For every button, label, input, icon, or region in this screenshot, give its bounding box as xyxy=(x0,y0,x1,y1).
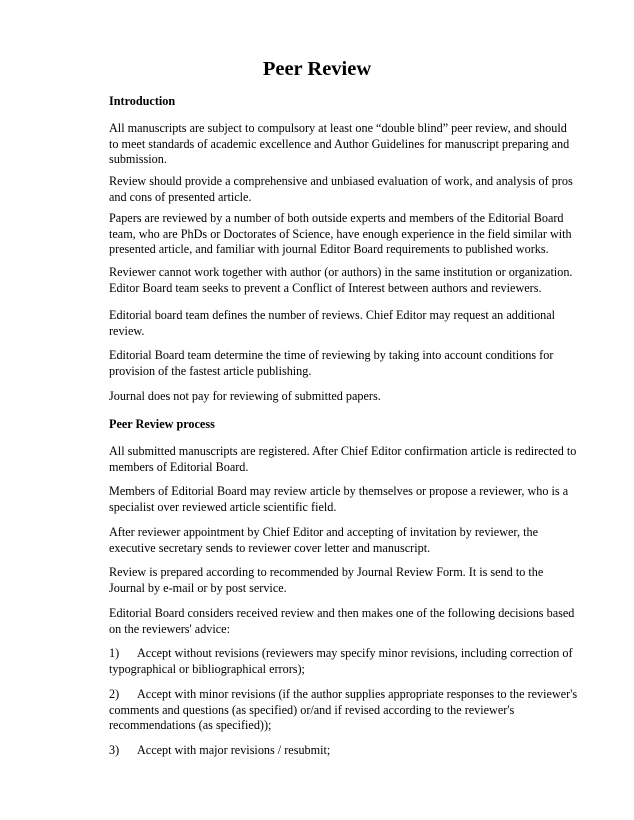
decision-number: 3) xyxy=(109,743,120,757)
decision-number: 2) xyxy=(109,687,120,701)
decision-text: Accept with minor revisions (if the author supplies appropriate responses to the reviewer's comments and questions (as specified) or/and if revised according to the reviewer's recommendations (as specified)); xyxy=(109,687,578,732)
decision-text: Accept with major revisions / resubmit; xyxy=(137,743,331,757)
paragraph: All submitted manuscripts are registered. After Chief Editor confirmation article is redirected to members of Editorial Board. xyxy=(109,444,577,474)
paragraph: Editorial Board considers received review and then makes one of the following decisions based on the reviewers' advice: xyxy=(109,606,575,636)
paragraph: All manuscripts are subject to compulsory at least one “double blind” peer review, and should to meet standards of academic excellence and Author Guidelines for manuscript preparing and submission. xyxy=(109,121,570,166)
paragraph: Members of Editorial Board may review article by themselves or propose a reviewer, who is a specialist over reviewed article scientific field. xyxy=(109,484,569,514)
decision-number: 1) xyxy=(109,646,120,660)
paragraph: Reviewer cannot work together with author (or authors) in the same institution or organization. Editor Board team seeks to prevent a Conflict of Interest between authors and reviewers. xyxy=(109,265,573,295)
paragraph: After reviewer appointment by Chief Editor and accepting of invitation by reviewer, the executive secretary sends to reviewer cover letter and manuscript. xyxy=(109,525,538,555)
section-heading-introduction: Introduction xyxy=(109,94,176,108)
paragraph: Editorial Board team determine the time of reviewing by taking into account conditions for provision of the fastest article publishing. xyxy=(109,348,554,378)
paragraph: Review should provide a comprehensive and unbiased evaluation of work, and analysis of pros and cons of presented article. xyxy=(109,174,573,204)
decision-item xyxy=(109,743,579,759)
decision-text: Accept without revisions (reviewers may specify minor revisions, including correction of typographical or bibliographical errors); xyxy=(109,646,573,676)
paragraph: Journal does not pay for reviewing of submitted papers. xyxy=(109,389,381,403)
decision-item xyxy=(109,687,579,734)
paragraph: Review is prepared according to recommended by Journal Review Form. It is send to the Journal by e-mail or by post service. xyxy=(109,565,544,595)
page-title: Peer Review xyxy=(262,58,372,80)
section-heading-peer-review-process: Peer Review process xyxy=(109,417,215,431)
paragraph: Papers are reviewed by a number of both outside experts and members of the Editorial Board team, who are PhDs or Doctorates of Science, have enough experience in the field similar with presented article, and familiar with journal Editor Board requirements to published works. xyxy=(109,211,572,256)
paragraph: Editorial board team defines the number of reviews. Chief Editor may request an additional review. xyxy=(109,308,556,338)
decision-item xyxy=(109,646,579,677)
